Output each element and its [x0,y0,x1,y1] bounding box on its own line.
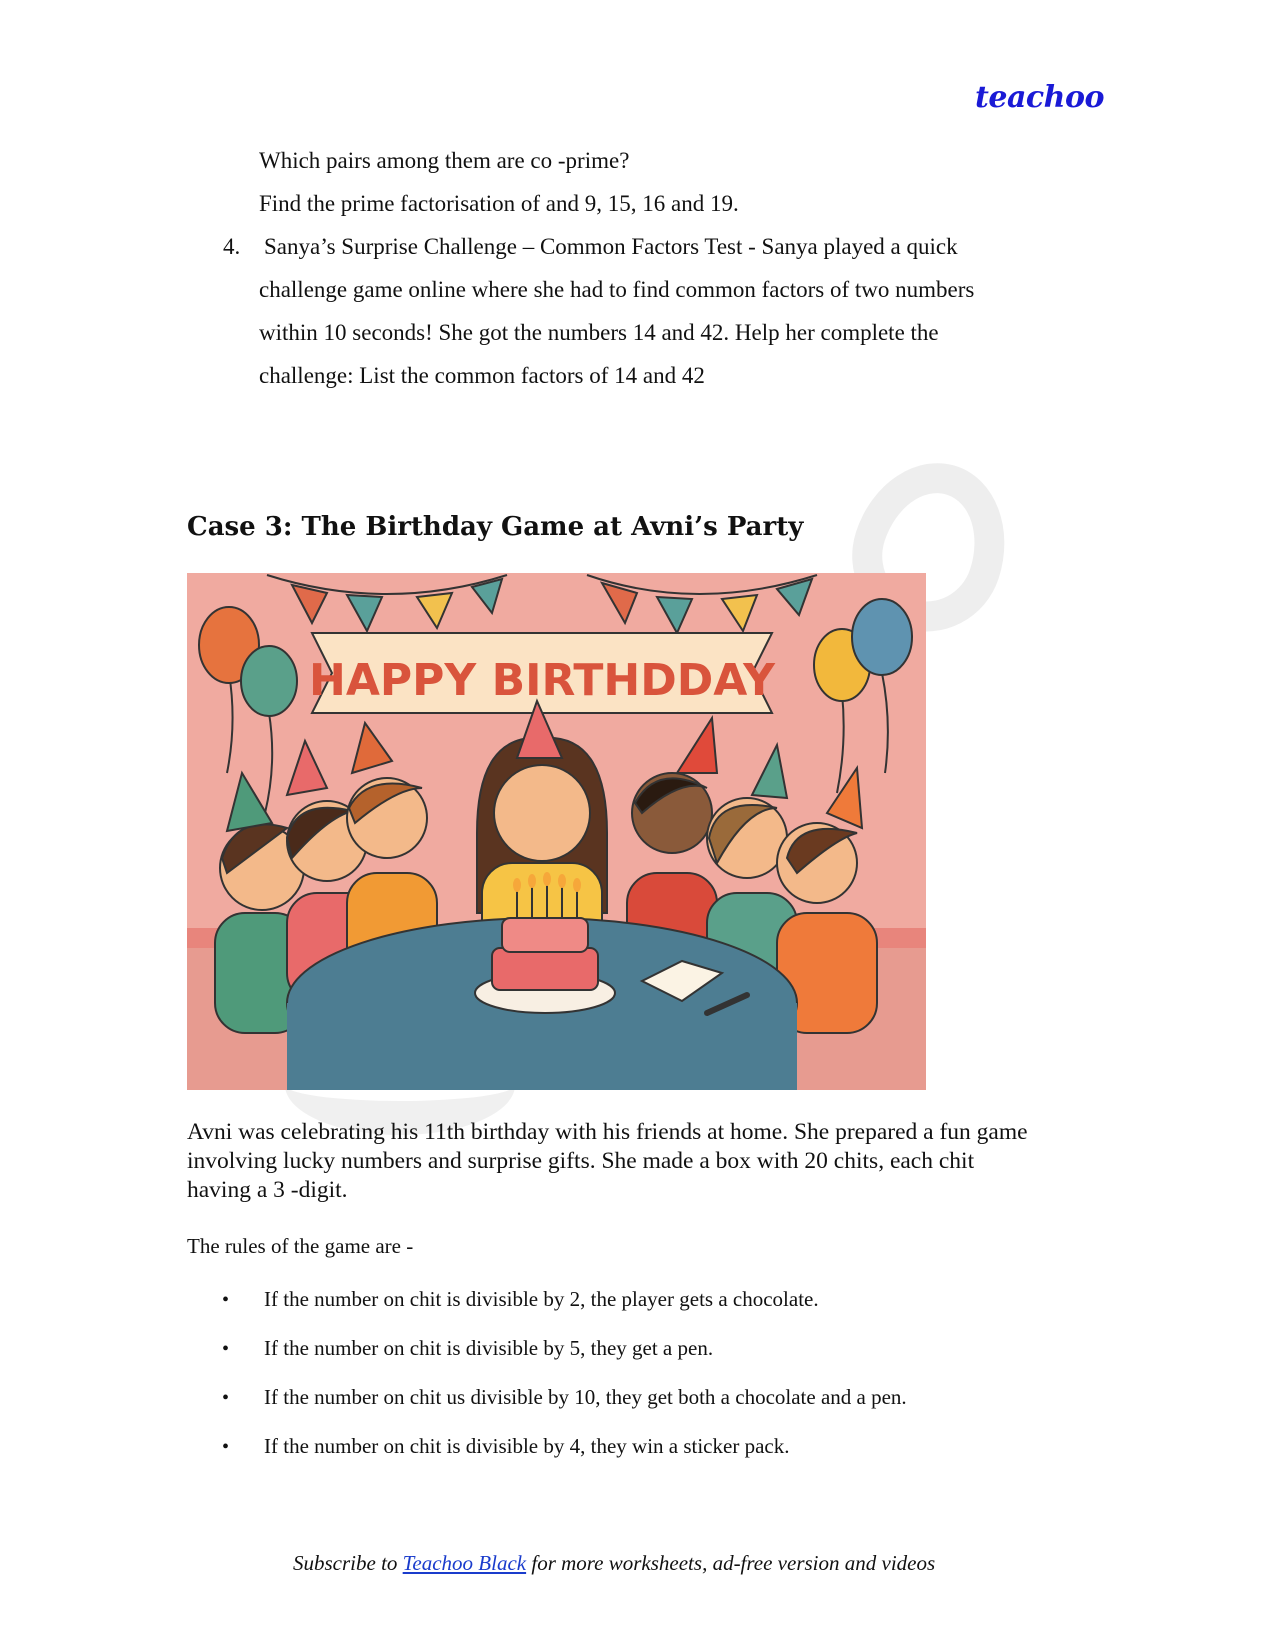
rule-text: If the number on chit us divisible by 10, they get both a chocolate and a pen. [264,1385,907,1409]
rule-text: If the number on chit is divisible by 5, they get a pen. [264,1336,714,1360]
paragraph-line: involving lucky numbers and surprise gifts. She made a box with 20 chits, each chit [187,1148,975,1174]
rule-item [222,1336,713,1361]
teachoo-black-link[interactable]: Teachoo Black [402,1551,527,1575]
rules-heading: The rules of the game are - [187,1234,414,1258]
footer-prefix: Subscribe to [293,1551,403,1575]
question-line: challenge: List the common factors of 14 and 42 [259,363,705,388]
footer-suffix: for more worksheets, ad-free version and videos [526,1551,936,1575]
case-paragraph [187,1118,1117,1205]
rule-text: If the number on chit is divisible by 4, they win a sticker pack. [264,1434,790,1458]
question-number: 4. [223,234,241,259]
case-title: Case 3: The Birthday Game at Avni’s Party [187,512,804,542]
question-line: challenge game online where she had to find common factors of two numbers [259,277,975,302]
footer [293,1551,935,1576]
rule-item [222,1434,789,1459]
bullet-icon: • [222,1338,230,1360]
bullet-icon: • [222,1387,230,1409]
question-line: Which pairs among them are co -prime? [259,148,630,173]
bullet-icon: • [222,1289,230,1311]
birthday-illustration [187,573,926,1090]
bullet-icon: • [222,1436,230,1458]
rule-text: If the number on chit is divisible by 2, the player gets a chocolate. [264,1287,819,1311]
paragraph-line: having a 3 -digit. [187,1177,348,1203]
teachoo-logo: teachoo [975,80,1104,115]
question-line: Sanya’s Surprise Challenge – Common Factors Test - Sanya played a quick [264,234,958,259]
rule-item [222,1385,907,1410]
question-line: Find the prime factorisation of and 9, 15, 16 and 19. [259,191,739,216]
paragraph-line: Avni was celebrating his 11th birthday with his friends at home. She prepared a fun game [187,1119,1028,1145]
banner-text: HAPPY BIRTHDDAY [309,655,775,706]
rule-item [222,1287,819,1312]
question-line: within 10 seconds! She got the numbers 14 and 42. Help her complete the [259,320,939,345]
